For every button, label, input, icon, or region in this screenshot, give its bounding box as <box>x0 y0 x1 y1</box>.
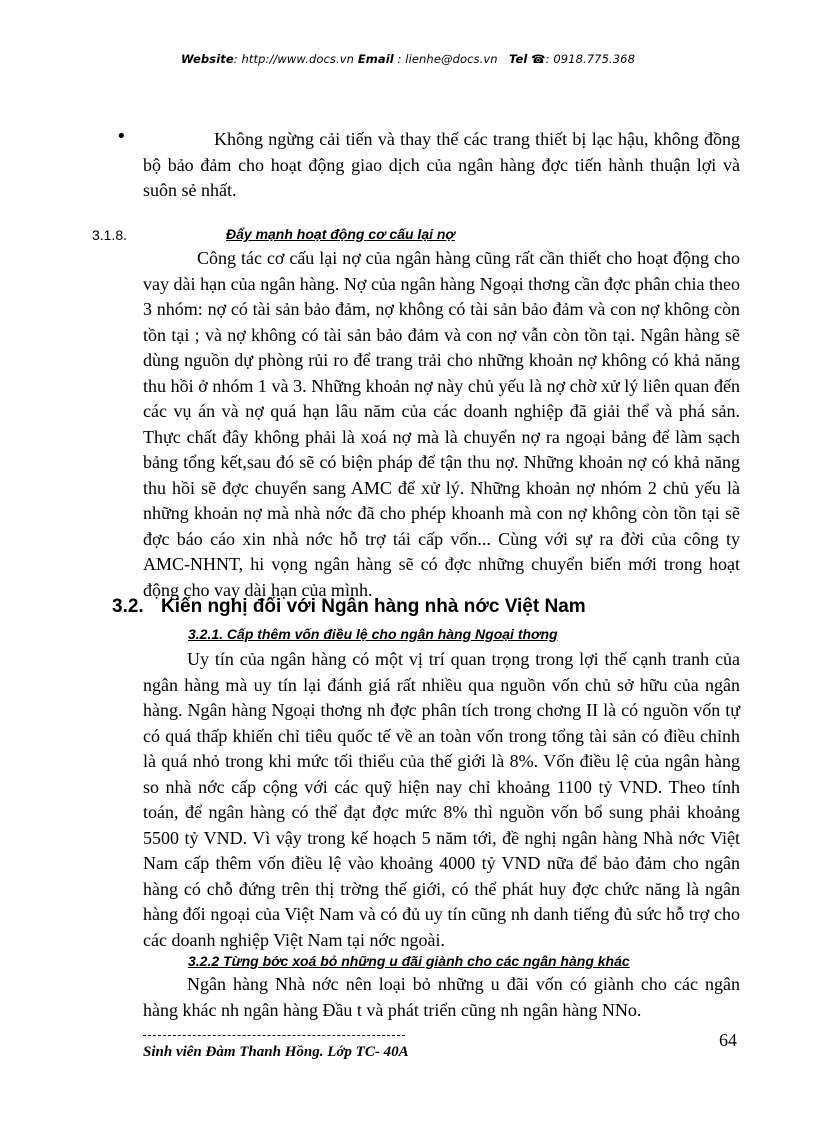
section-321-title: 3.2.1. Cấp thêm vốn điều lệ cho ngân hàng Ngoại thơng <box>188 626 558 642</box>
email-label: Email <box>357 52 394 66</box>
page-header <box>0 52 816 66</box>
section-32-heading <box>112 596 586 618</box>
section-32-title: Kiến nghị đối với Ngân hàng nhà nớc Việt Nam <box>161 596 586 617</box>
section-322-title: 3.2.2 Từng bớc xoá bỏ những u đãi giành cho các ngân hàng khác <box>188 953 630 969</box>
website-value: : http://www.docs.vn <box>233 52 355 66</box>
section-322-paragraph: Ngân hàng Nhà nớc nên loại bỏ những u đãi vốn có giành cho các ngân hàng khác nh ngân hàng Đầu t và phát triển cũng nh ngân hàng NNo. <box>143 974 740 1020</box>
tel-label: Tel <box>508 52 528 66</box>
website-label: Website <box>180 52 234 66</box>
tel-value: : 0918.775.368 <box>545 52 636 66</box>
page-number: 64 <box>719 1030 737 1050</box>
section-318-title: Đẩy mạnh hoạt động cơ cấu lại nợ <box>226 226 455 242</box>
section-318-number: 3.1.8. <box>92 227 128 243</box>
bullet-icon: • <box>116 126 127 147</box>
phone-icon: ☎ <box>531 52 546 66</box>
section-321-paragraph: Uy tín của ngân hàng có một vị trí quan trọng trong lợi thế cạnh tranh của ngân hàng mà uy tín lại đánh giá rất nhiều qua nguồn vốn chủ sở hữu của ngân hàng. Ngân hàng Ngoại thơng nh đợc phân tích trong chơng II là có nguồn vốn tự có quá thấp khiến chỉ tiêu quốc tế về an toàn vốn trong tổng tài sản có điều chỉnh là quá nhỏ trong khi mức tối thiểu của thế giới là 8%. Vốn điều lệ của ngân hàng so nhà nớc cấp cộng với các quỹ hiện nay chỉ khoảng 1100 tỷ VND. Theo tính toán, để ngân hàng có thể đạt đợc mức 8% thì nguồn vốn bổ sung phải khoảng 5500 tỷ VND. Vì vậy trong kế hoạch 5 năm tới, đề nghị ngân hàng Nhà nớc Việt Nam cấp thêm vốn điều lệ vào khoảng 4000 tỷ VND nữa để bảo đảm cho ngân hàng có chỗ đứng trên thị trờng thế giới, có thể phát huy đợc chức năng là ngân hàng đối ngoại của Việt Nam và có đủ uy tín cũng nh danh tiếng đủ sức hỗ trợ cho các doanh nghiệp Việt Nam tại nớc ngoài. <box>143 649 740 950</box>
email-value: : lienhe@docs.vn <box>393 52 498 66</box>
bullet-paragraph: Không ngừng cải tiến và thay thế các trang thiết bị lạc hậu, không đồng bộ bảo đảm cho hoạt động giao dịch của ngân hàng đợc tiến hành thuận lợi và suôn sẻ nhất. <box>143 129 740 200</box>
footer-author: Sinh viên Đàm Thanh Hồng. Lớp TC- 40A <box>143 1044 409 1060</box>
section-318-paragraph: Công tác cơ cấu lại nợ của ngân hàng cũng rất cần thiết cho hoạt động cho vay dài hạn của ngân hàng. Nợ của ngân hàng Ngoại thơng cần đợc phân chia theo 3 nhóm: nợ có tài sản bảo đảm, nợ không có tài sản bảo đảm và con nợ không còn tồn tại ; và nợ không có tài sản bảo đảm và con nợ vẫn còn tồn tại. Ngân hàng sẽ dùng nguồn dự phòng rủi ro để trang trải cho những khoản nợ không có khả năng thu hồi ở nhóm 1 và 3. Những khoản nợ này chủ yếu là nợ chờ xử lý liên quan đến các vụ án và nợ quá hạn lâu năm của các doanh nghiệp đã giải thể và phá sản. Thực chất đây không phải là xoá nợ mà là chuyển nợ ra ngoại bảng để làm sạch bảng tổng kết,sau đó sẽ có biện pháp để tận thu nợ. Những khoản nợ có khả năng thu hồi sẽ đợc chuyển sang AMC để xử lý. Những khoản nợ nhóm 2 chủ yếu là những khoản nợ mà nhà nớc đã cho phép khoanh mà con nợ không còn tồn tại sẽ đợc báo cáo xin nhà nớc hỗ trợ tái cấp vốn... Cùng với sự ra đời của công ty AMC-NHNT, hi vọng ngân hàng sẽ có đợc những chuyển biến mới trong hoạt động cho vay dài hạn của mình. <box>143 248 740 600</box>
footer-divider <box>143 1035 405 1036</box>
section-32-number: 3.2. <box>112 596 144 617</box>
